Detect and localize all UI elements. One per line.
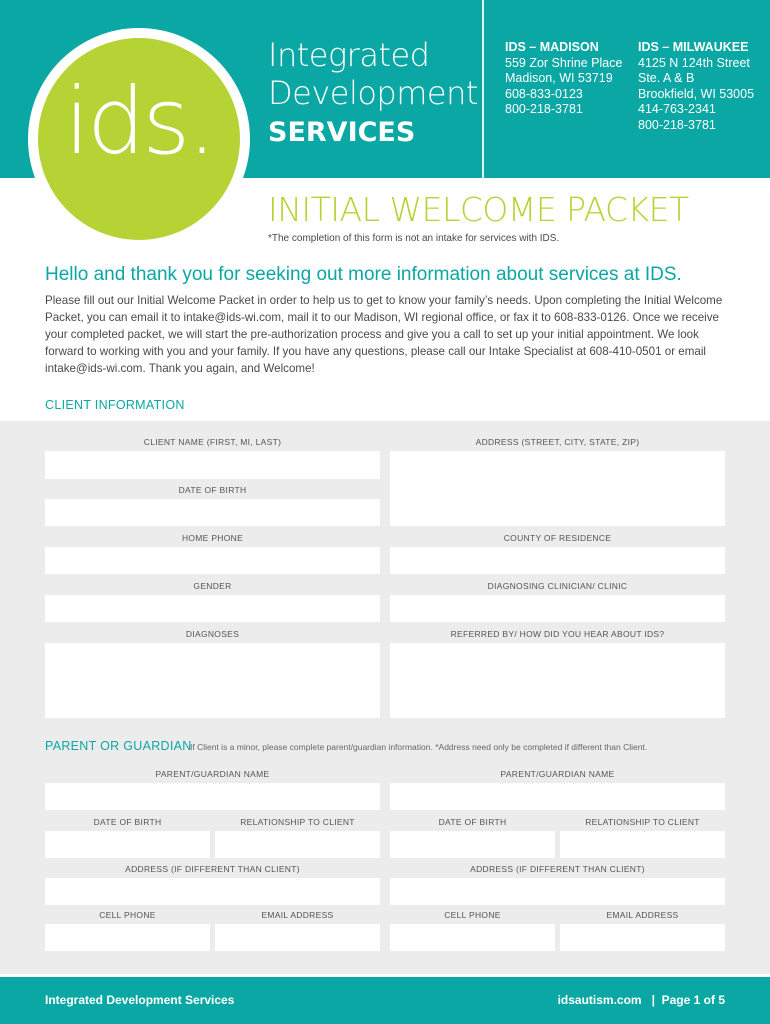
client-address-field[interactable] <box>390 451 725 526</box>
office-madison-phone2: 800-218-3781 <box>505 102 583 117</box>
office-madison-address1: 559 Zor Shrine Place <box>505 55 623 70</box>
parent1-address-label: ADDRESS (IF DIFFERENT THAN CLIENT) <box>125 864 300 874</box>
office-milwaukee-phone1: 414-763-2341 <box>638 102 716 117</box>
brand-name <box>268 36 478 150</box>
office-madison-title: IDS – MADISON <box>505 40 599 54</box>
parent1-dob-field[interactable] <box>45 831 210 858</box>
client-home-phone-label: HOME PHONE <box>181 533 244 543</box>
office-milwaukee <box>638 40 754 134</box>
parent-section-title: PARENT OR GUARDIAN <box>45 739 192 753</box>
client-gender-field[interactable] <box>45 595 380 622</box>
client-referred-field[interactable] <box>390 643 725 718</box>
office-madison-address2: Madison, WI 53719 <box>505 71 613 86</box>
office-milwaukee-phone2: 800-218-3781 <box>638 117 716 132</box>
brand-line-integrated: Integrated <box>268 36 430 74</box>
footer-org-name: Integrated Development Services <box>45 993 235 1007</box>
client-county-field[interactable] <box>390 547 725 574</box>
office-milwaukee-address3: Brookfield, WI 53005 <box>638 86 755 101</box>
client-name-label: CLIENT NAME (FIRST, MI, LAST) <box>143 437 282 447</box>
parent2-cell-label: CELL PHONE <box>444 910 501 920</box>
client-clinician-field[interactable] <box>390 595 725 622</box>
parent2-dob-label: DATE OF BIRTH <box>438 817 507 827</box>
office-madison <box>505 40 622 118</box>
client-name-field[interactable] <box>45 451 380 479</box>
intro-paragraph: Please fill out our Initial Welcome Packet in order to help us to get to know your family’s needs. Upon completing the Initial Welcome Packet, you can email it to intake@ids-wi.com, mail it to our Madison, WI regional office, or fax it to 608-833-0126. Once we receive your completed packet, we will start the pre-authorization process and give you a call to set up your initial appointment. We look forward to working with you and your family. If you have any questions, please call our Intake Specialist at 608-410-0501 or email intake@ids-wi.com. Thank you again, and Welcome! <box>45 294 723 375</box>
client-dob-label: DATE OF BIRTH <box>178 485 247 495</box>
parent-section-note: If Client is a minor, please complete parent/guardian information. *Address need only be completed if different than Client. <box>190 742 648 752</box>
client-section-title: CLIENT INFORMATION <box>45 398 185 412</box>
logo-text: ids. <box>64 68 214 175</box>
page-title: INITIAL WELCOME PACKET <box>268 190 689 229</box>
client-address-label: ADDRESS (STREET, CITY, STATE, ZIP) <box>475 437 640 447</box>
parent1-address-field[interactable] <box>45 878 380 905</box>
office-milwaukee-address1: 4125 N 124th Street <box>638 55 750 70</box>
parent1-dob-label: DATE OF BIRTH <box>93 817 162 827</box>
parent1-cell-label: CELL PHONE <box>99 910 156 920</box>
brand-line-services: SERVICES <box>268 117 416 148</box>
parent2-relationship-label: RELATIONSHIP TO CLIENT <box>585 817 700 827</box>
greeting-heading: Hello and thank you for seeking out more information about services at IDS. <box>45 264 682 285</box>
header-divider <box>482 0 484 178</box>
parent1-email-field[interactable] <box>215 924 380 951</box>
client-referred-label: REFERRED BY/ HOW DID YOU HEAR ABOUT IDS? <box>450 629 665 639</box>
parent1-relationship-label: RELATIONSHIP TO CLIENT <box>240 817 355 827</box>
client-home-phone-field[interactable] <box>45 547 380 574</box>
parent2-email-label: EMAIL ADDRESS <box>606 910 679 920</box>
client-clinician-label: DIAGNOSING CLINICIAN/ CLINIC <box>487 581 628 591</box>
client-dob-field[interactable] <box>45 499 380 526</box>
footer-bar <box>0 977 770 1024</box>
parent1-name-field[interactable] <box>45 783 380 810</box>
client-diagnoses-field[interactable] <box>45 643 380 718</box>
brand-line-development: Development <box>268 74 478 112</box>
parent2-relationship-field[interactable] <box>560 831 725 858</box>
parent1-cell-field[interactable] <box>45 924 210 951</box>
parent2-dob-field[interactable] <box>390 831 555 858</box>
client-county-label: COUNTY OF RESIDENCE <box>503 533 612 543</box>
parent2-name-label: PARENT/GUARDIAN NAME <box>500 769 615 779</box>
office-madison-phone1: 608-833-0123 <box>505 86 583 101</box>
parent1-email-label: EMAIL ADDRESS <box>261 910 334 920</box>
client-diagnoses-label: DIAGNOSES <box>185 629 240 639</box>
parent2-cell-field[interactable] <box>390 924 555 951</box>
parent1-relationship-field[interactable] <box>215 831 380 858</box>
parent2-address-field[interactable] <box>390 878 725 905</box>
parent2-address-label: ADDRESS (IF DIFFERENT THAN CLIENT) <box>470 864 645 874</box>
packet-note: *The completion of this form is not an intake for services with IDS. <box>268 233 560 244</box>
footer-page-info: idsautism.com | Page 1 of 5 <box>557 993 725 1007</box>
client-gender-label: GENDER <box>193 581 232 591</box>
parent1-name-label: PARENT/GUARDIAN NAME <box>155 769 270 779</box>
parent2-email-field[interactable] <box>560 924 725 951</box>
office-milwaukee-address2: Ste. A & B <box>638 71 695 86</box>
parent2-name-field[interactable] <box>390 783 725 810</box>
office-milwaukee-title: IDS – MILWAUKEE <box>638 40 749 54</box>
